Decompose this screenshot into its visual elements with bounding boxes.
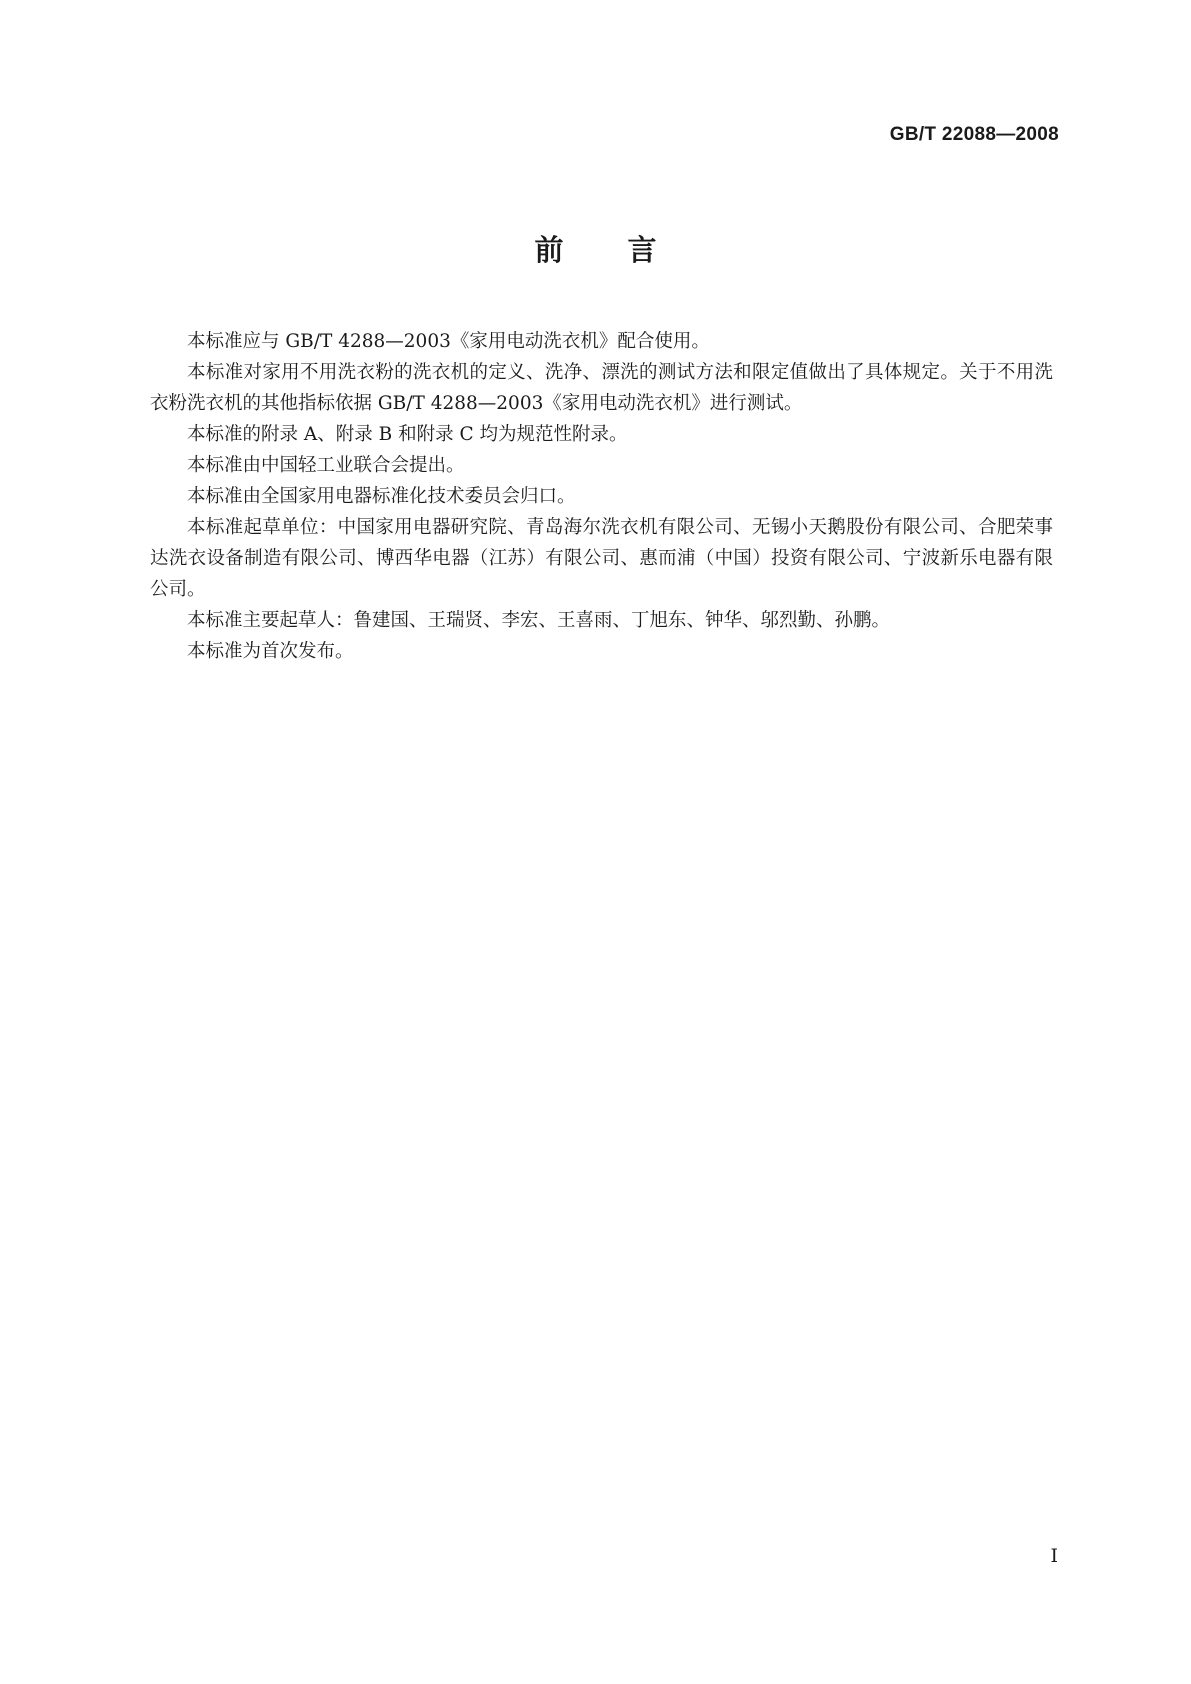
paragraph: 本标准应与 GB/T 4288—2003《家用电动洗衣机》配合使用。 [187, 331, 710, 352]
page-number: I [1050, 1545, 1058, 1567]
paragraph: 本标准对家用不用洗衣粉的洗衣机的定义、洗净、漂洗的测试方法和限定值做出了具体规定。关于不用洗衣粉洗衣机的其他指标依据 GB/T 4288—2003《家用电动洗衣机》进行测试。 [150, 362, 1053, 414]
standard-code: GB/T 22088—2008 [889, 124, 1059, 145]
page-title: 前言 [534, 233, 721, 267]
paragraph: 本标准主要起草人：鲁建国、王瑞贤、李宏、王喜雨、丁旭东、钟华、邬烈勤、孙鹏。 [187, 610, 891, 631]
paragraph: 本标准起草单位：中国家用电器研究院、青岛海尔洗衣机有限公司、无锡小天鹅股份有限公司、合肥荣事达洗衣设备制造有限公司、博西华电器（江苏）有限公司、惠而浦（中国）投资有限公司、宁波新乐电器有限公司。 [150, 517, 1053, 600]
paragraph: 本标准由全国家用电器标准化技术委员会归口。 [187, 486, 576, 507]
paragraph: 本标准由中国轻工业联合会提出。 [187, 455, 465, 476]
paragraph: 本标准的附录 A、附录 B 和附录 C 均为规范性附录。 [187, 424, 628, 445]
preface-body [150, 326, 1053, 667]
paragraph: 本标准为首次发布。 [187, 641, 354, 662]
